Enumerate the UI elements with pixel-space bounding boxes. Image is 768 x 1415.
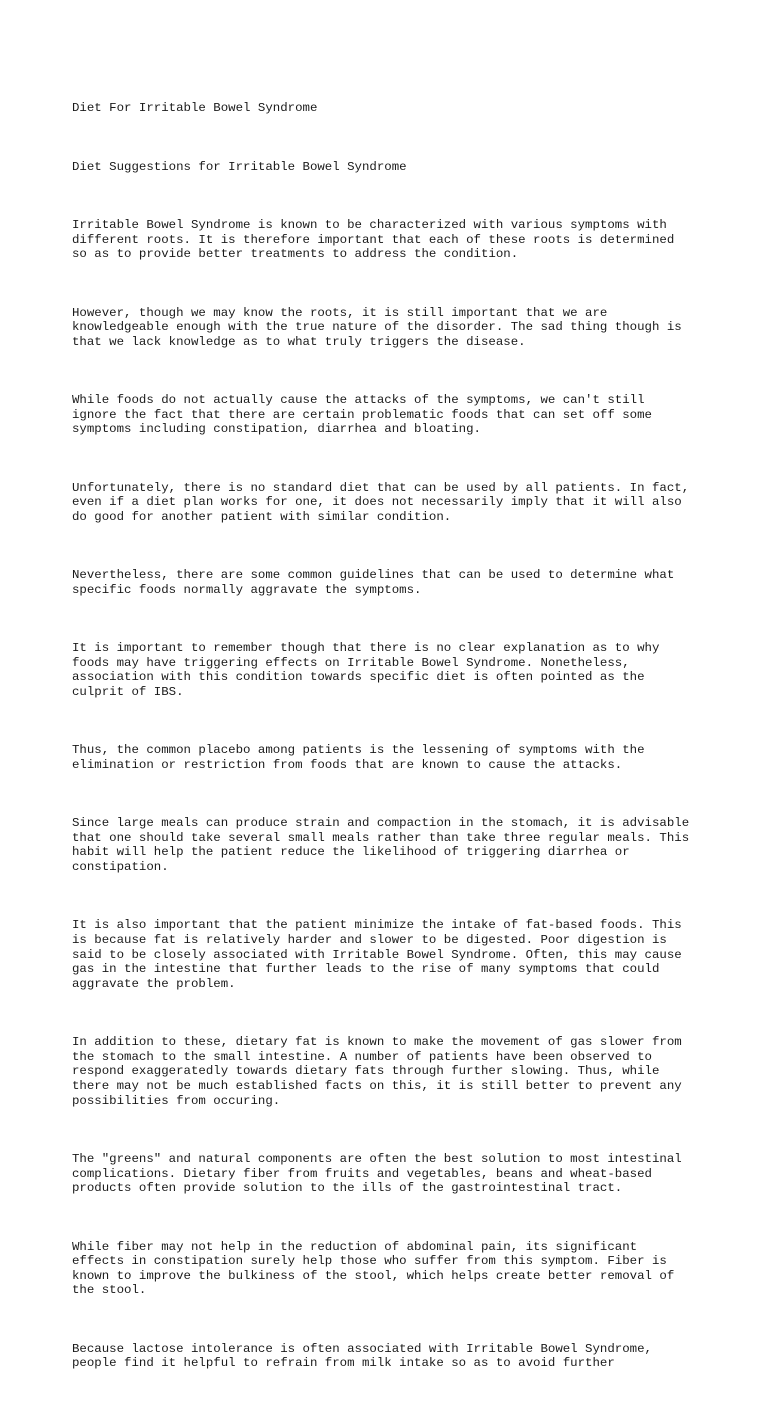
document-title: Diet For Irritable Bowel Syndrome [72, 101, 318, 116]
paragraph: Unfortunately, there is no standard diet that can be used by all patients. In fact, even if a diet plan works for one, it does not necessarily imply that it will also do good for another patient with similar condition. [72, 480, 690, 524]
paragraph: Thus, the common placebo among patients is the lessening of symptoms with the elimination or restriction from foods that are known to cause the attacks. [72, 743, 645, 772]
paragraph: Irritable Bowel Syndrome is known to be characterized with various symptoms with different roots. It is therefore important that each of these roots is determined so as to provide better treatments to address the condition. [72, 217, 675, 262]
paragraph: In addition to these, dietary fat is known to make the movement of gas slower from the stomach to the small intestine. A number of patients have been observed to respond exaggeratedly towards dietary fats through further slowing. Thus, while there may not be much established facts on this, it is still better to prevent any possibilities from occuring. [72, 1035, 682, 1108]
paragraph: It is also important that the patient minimize the intake of fat-based foods. This is because fat is relatively harder and slower to be digested. Poor digestion is said to be closely associated with Irritable Bowel Syndrome. Often, this may cause gas in the intestine that further leads to the rise of many symptoms that could aggravate the problem. [72, 918, 682, 991]
paragraph: However, though we may know the roots, it is still important that we are knowledgeable enough with the true nature of the disorder. The sad thing though is that we lack knowledge as to what truly triggers the disease. [72, 305, 682, 349]
document-body [72, 72, 712, 1415]
document-subtitle: Diet Suggestions for Irritable Bowel Syndrome [72, 159, 407, 174]
paragraph: Nevertheless, there are some common guidelines that can be used to determine what specific foods normally aggravate the symptoms. [72, 568, 675, 597]
paragraph: Because lactose intolerance is often associated with Irritable Bowel Syndrome, people find it helpful to refrain from milk intake so as to avoid further [72, 1341, 652, 1371]
paragraph: While fiber may not help in the reduction of abdominal pain, its significant effects in constipation surely help those who suffer from this symptom. Fiber is known to improve the bulkiness of the stool, which helps create better removal of the stool. [72, 1239, 675, 1298]
paragraph: The "greens" and natural components are often the best solution to most intestinal complications. Dietary fiber from fruits and vegetables, beans and wheat-based products often provide solution to the ills of the gastrointestinal tract. [72, 1151, 682, 1196]
paragraph: It is important to remember though that there is no clear explanation as to why foods may have triggering effects on Irritable Bowel Syndrome. Nonetheless, association with this condition towards specific diet is often pointed as the culprit of IBS. [72, 641, 660, 699]
paragraph: While foods do not actually cause the attacks of the symptoms, we can't still ignore the fact that there are certain problematic foods that can set off some symptoms including constipation, diarrhea and bloating. [72, 393, 652, 437]
paragraph: Since large meals can produce strain and compaction in the stomach, it is advisable that one should take several small meals rather than take three regular meals. This habit will help the patient reduce the likelihood of triggering diarrhea or constipation. [72, 816, 690, 875]
